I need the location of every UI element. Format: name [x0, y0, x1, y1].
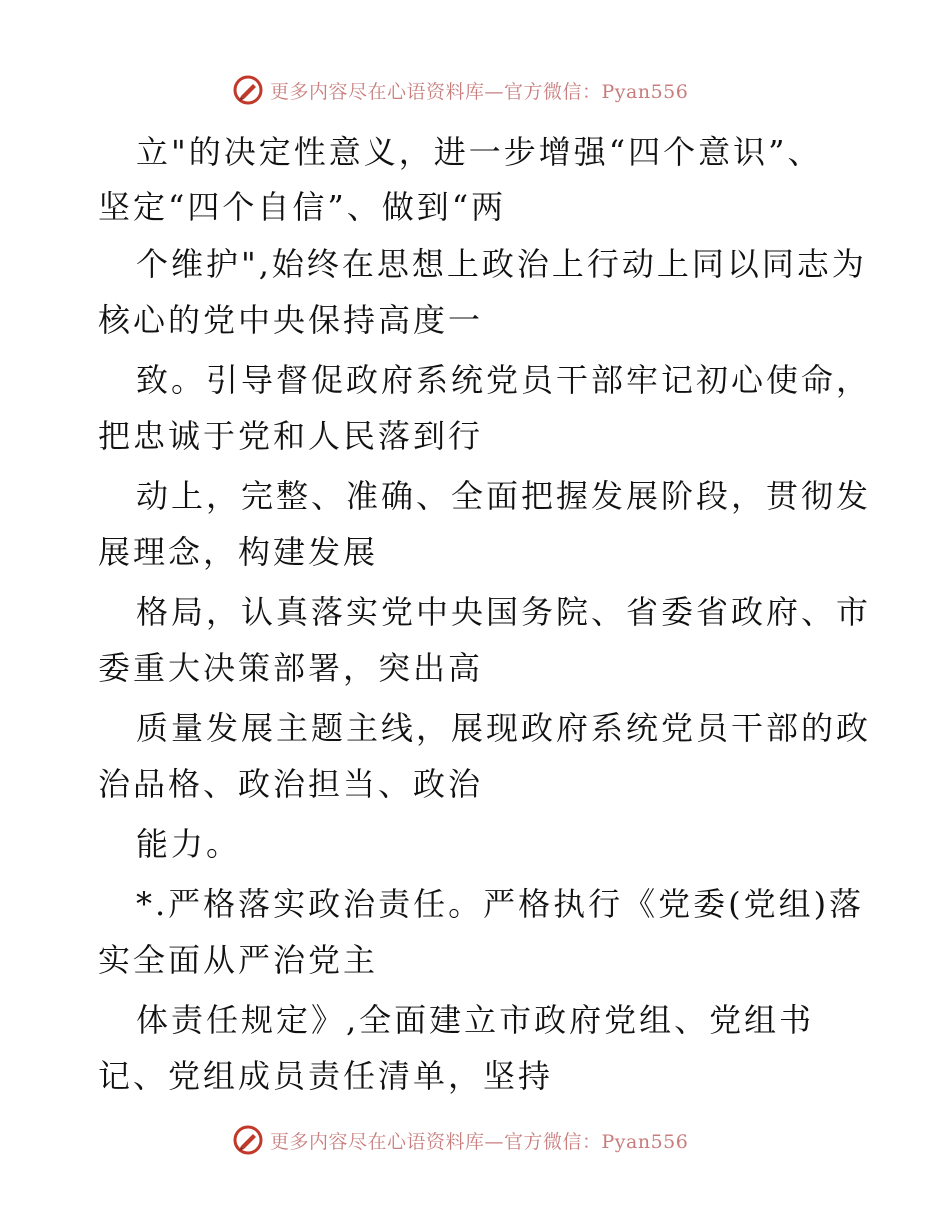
text-line: 个维护",始终在思想上政治上行动上同以同志为: [136, 245, 867, 283]
text-line: 立"的决定性意义，进一步增强“四个意识”、: [136, 133, 823, 171]
text-line: 实全面从严治党主: [98, 941, 379, 979]
pen-logo-icon: [232, 1124, 264, 1156]
watermark-text: 更多内容尽在心语资料库—官方微信：Pyan556: [270, 80, 689, 103]
text-line: 体责任规定》,全面建立市政府党组、党组书: [136, 1001, 815, 1039]
text-line: 核心的党中央保持高度一: [98, 301, 484, 339]
text-line: 格局，认真落实党中央国务院、省委省政府、市: [136, 593, 872, 631]
text-line: 致。引导督促政府系统党员干部牢记初心使命，: [136, 361, 872, 399]
text-line: 治品格、政治担当、政治: [98, 765, 484, 803]
header-watermark: [232, 72, 688, 108]
text-line: 能力。: [136, 825, 242, 863]
text-line: 委重大决策部署，突出高: [98, 649, 484, 687]
text-line: 把忠诚于党和人民落到行: [98, 417, 484, 455]
text-line: 动上，完整、准确、全面把握发展阶段，贯彻发: [136, 477, 872, 515]
text-line: 展理念，构建发展: [98, 533, 379, 571]
footer-watermark: [232, 1122, 688, 1158]
text-line: 记、党组成员责任清单，坚持: [98, 1057, 554, 1095]
text-line: 坚定“四个自信”、做到“两: [98, 188, 507, 226]
text-line: 质量发展主题主线，展现政府系统党员干部的政: [136, 709, 872, 747]
pen-logo-icon: [232, 74, 264, 106]
text-line: *.严格落实政治责任。严格执行《党委(党组)落: [136, 885, 865, 923]
watermark-text: 更多内容尽在心语资料库—官方微信：Pyan556: [270, 1130, 689, 1153]
